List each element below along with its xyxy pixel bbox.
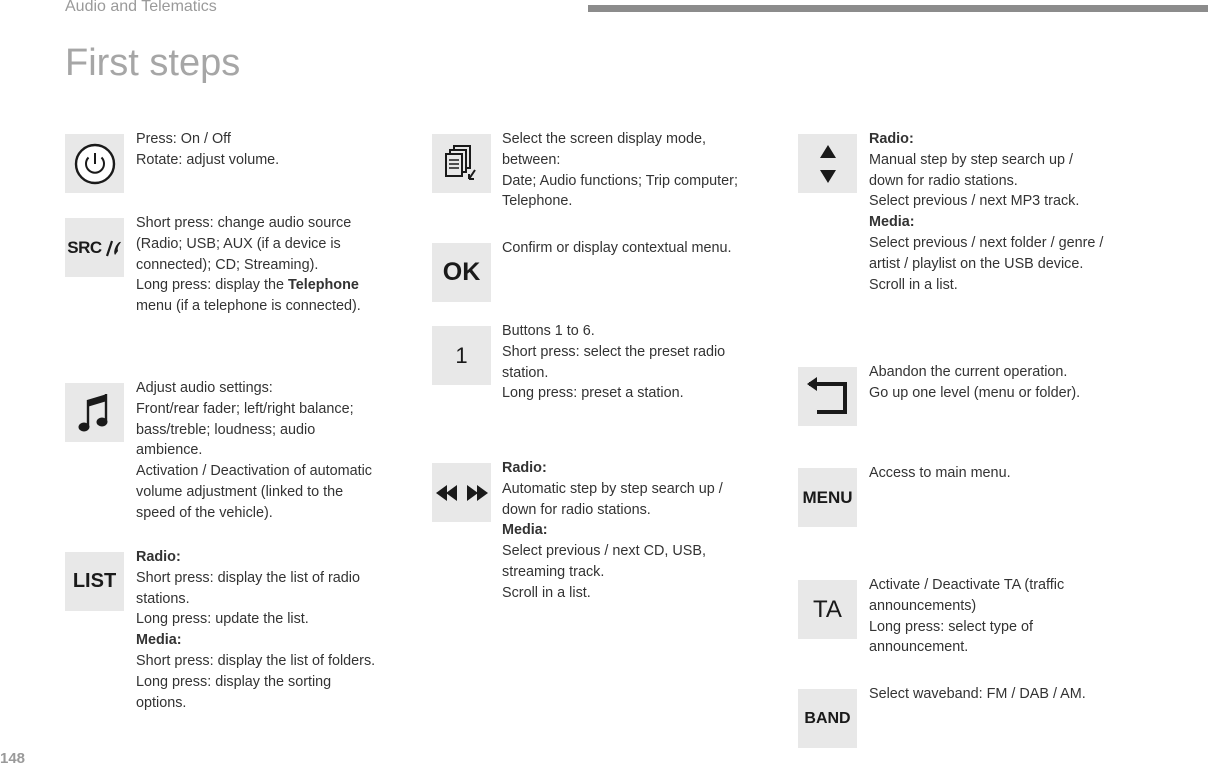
ok-button-icon xyxy=(432,243,491,302)
ta-description: Activate / Deactivate TA (traffic announcements) Long press: select type of announcement. xyxy=(869,577,1065,656)
ok-icon: OK xyxy=(442,258,481,286)
menu-button-icon xyxy=(798,468,857,527)
seek-description: Radio: Automatic step by step search up / down for radio stations. Media: Select previous / next CD, USB, streaming track. Scroll in a list. xyxy=(502,460,723,601)
preset-description: Buttons 1 to 6. Short press: select the preset radio station. Long press: preset a station. xyxy=(502,323,726,402)
audio-description: Adjust audio settings: Front/rear fader; left/right balance; bass/treble; loudness; audio ambience. Activation / Deactivation of automatic volume adjustment (linked to the speed of the vehicle). xyxy=(136,380,372,521)
telephone-icon xyxy=(102,238,122,258)
src-description: Short press: change audio source (Radio; USB; AUX (if a device is connected); CD; Streaming). Long press: display the Telephone menu (if a telephone is connected). xyxy=(136,215,361,315)
band-button-icon xyxy=(798,689,857,748)
list-icon: LIST xyxy=(72,570,117,592)
display-mode-icon xyxy=(444,144,480,184)
preset-button-box xyxy=(432,326,491,385)
back-description: Abandon the current operation. Go up one level (menu or folder). xyxy=(869,364,1081,401)
list-button-icon xyxy=(65,552,124,611)
header-bar xyxy=(588,5,1208,12)
section-header: Audio and Telematics xyxy=(65,0,217,15)
src-telephone-icon: SRC xyxy=(67,237,102,257)
band-icon: BAND xyxy=(804,709,851,727)
up-down-button-icon xyxy=(798,134,857,193)
power-button-icon xyxy=(65,134,124,193)
back-button-icon xyxy=(798,367,857,426)
seek-arrows-icon xyxy=(434,483,490,503)
display-mode-button-icon xyxy=(432,134,491,193)
menu-icon: MENU xyxy=(802,487,853,507)
ta-icon: TA xyxy=(813,595,842,623)
seek-button-icon xyxy=(432,463,491,522)
page-title: First steps xyxy=(65,42,241,84)
up-down-arrows-icon xyxy=(818,142,838,186)
src-button-icon xyxy=(65,218,124,277)
ta-button-icon xyxy=(798,580,857,639)
power-icon xyxy=(73,142,117,186)
back-arrow-icon xyxy=(805,376,851,418)
updown-description: Radio: Manual step by step search up / down for radio stations. Select previous / next MP3 track. Media: Select previous / next folder / genre / artist / playlist on the USB device. Scroll in a list. xyxy=(869,131,1104,293)
page-number: 148 xyxy=(0,750,26,767)
power-description: Press: On / Off Rotate: adjust volume. xyxy=(136,131,280,168)
list-description: Radio: Short press: display the list of radio stations. Long press: update the list. Media: Short press: display the list of folders. Long press: display the sorting options. xyxy=(136,549,376,711)
preset-button-icon: 1 xyxy=(455,342,468,368)
menu-description: Access to main menu. xyxy=(869,465,1011,481)
display-description: Select the screen display mode, between: Date; Audio functions; Trip computer; Telephone. xyxy=(502,131,738,210)
audio-settings-button-icon xyxy=(65,383,124,442)
music-note-icon xyxy=(77,391,113,435)
band-description: Select waveband: FM / DAB / AM. xyxy=(869,686,1086,702)
ok-description: Confirm or display contextual menu. xyxy=(502,240,732,256)
